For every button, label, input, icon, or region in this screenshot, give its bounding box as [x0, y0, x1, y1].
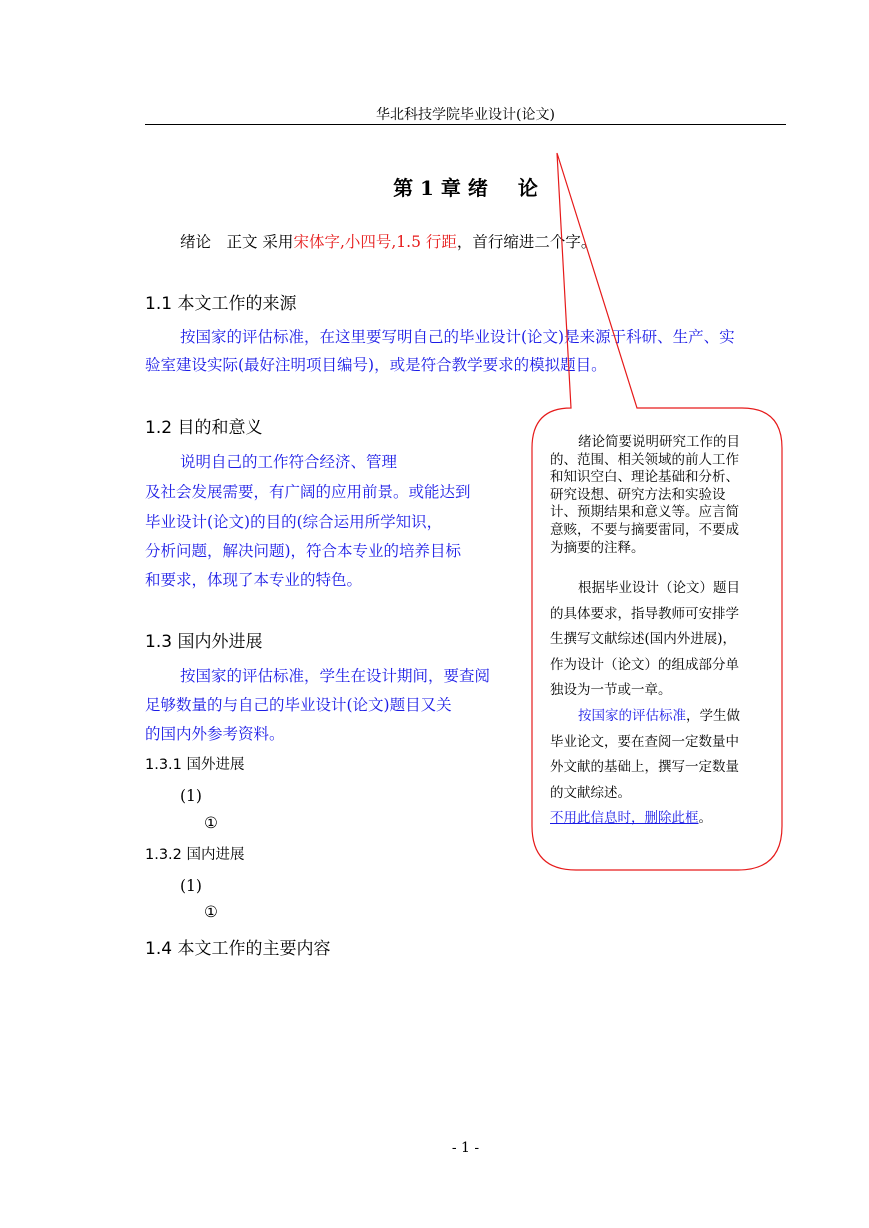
- callout-line: 作为设计（论文）的组成部分单: [550, 656, 739, 673]
- s12-line-4: 分析问题，解决问题)，符合本专业的培养目标: [145, 542, 462, 560]
- s12-line-1: 说明自己的工作符合经济、管理: [180, 453, 398, 471]
- chapter-label-end: 论: [517, 176, 538, 200]
- delete-note-tail: 。: [698, 810, 712, 826]
- intro-lead: 绪论 正文 采用: [180, 233, 294, 251]
- callout-line: 计、预期结果和意义等。应言简: [550, 504, 739, 521]
- subsection-heading-1-3-2: 1.3.2 国内进展: [145, 847, 245, 863]
- list-item-number: (1): [180, 787, 202, 805]
- callout-delete-note: [550, 806, 712, 826]
- section-heading-1-2: 1.2 目的和意义: [145, 418, 263, 438]
- callout-line: 绪论简要说明研究工作的目: [578, 434, 740, 450]
- callout-line: [550, 704, 740, 730]
- list-subitem-number: ①: [204, 814, 218, 832]
- section-heading-1-1: 1.1 本文工作的来源: [145, 294, 297, 314]
- callout-paragraph-3: [550, 704, 740, 806]
- callout-paragraph-2: [550, 576, 740, 704]
- callout-line: 外文献的基础上，撰写一定数量: [550, 759, 739, 775]
- section-heading-1-4: 1.4 本文工作的主要内容: [145, 939, 331, 959]
- callout-line: 和知识空白、理论基础和分析、: [550, 469, 739, 486]
- callout-line: 生撰写文献综述(国内外进展)，: [550, 631, 737, 647]
- intro-format-spec: 宋体字,小四号,1.5 行距: [293, 233, 457, 251]
- delete-box-link[interactable]: 不用此信息时，删除此框: [550, 810, 699, 826]
- callout-line: 意赅，不要与摘要雷同，不要成: [550, 521, 739, 538]
- s11-line-2: 验室建设实际(最好注明项目编号)，或是符合教学要求的模拟题目。: [145, 356, 607, 374]
- callout-line: 的文献综述。: [550, 784, 631, 801]
- callout-blue-phrase: 按国家的评估标准: [578, 708, 686, 724]
- s13-line-3: 的国内外参考资料。: [145, 725, 285, 743]
- list-item-number: (1): [180, 877, 202, 895]
- callout-line: 独设为一节或一章。: [550, 682, 672, 698]
- s12-line-5: 和要求，体现了本专业的特色。: [145, 571, 363, 589]
- callout-line: 研究设想、研究方法和实验设: [550, 486, 726, 503]
- section-heading-1-3: 1.3 国内外进展: [145, 632, 263, 652]
- page-header-title: 华北科技学院毕业设计(论文): [376, 107, 555, 123]
- callout-paragraph-1: [550, 434, 740, 557]
- callout-phrase-rest: ，学生做: [686, 708, 740, 724]
- chapter-label: 第 1 章 绪: [393, 176, 488, 200]
- s13-line-2: 足够数量的与自己的毕业设计(论文)题目又关: [145, 696, 452, 714]
- callout-line: 的具体要求，指导教师可安排学: [550, 605, 739, 622]
- intro-tail: ，首行缩进二个字。: [456, 233, 597, 251]
- callout-line: 根据毕业设计（论文）题目: [578, 580, 740, 596]
- s12-line-3: 毕业设计(论文)的目的(综合运用所学知识，: [145, 513, 443, 531]
- list-subitem-number: ①: [204, 903, 218, 921]
- s11-line-1: 按国家的评估标准，在这里要写明自己的毕业设计(论文)是来源于科研、生产、实: [180, 328, 735, 346]
- s13-line-1: 按国家的评估标准，学生在设计期间，要查阅: [180, 667, 491, 685]
- page-number: - 1 -: [451, 1140, 480, 1156]
- callout-line: 毕业论文，要在查阅一定数量中: [550, 733, 739, 750]
- callout-line: 为摘要的注释。: [550, 539, 645, 556]
- subsection-heading-1-3-1: 1.3.1 国外进展: [145, 757, 245, 773]
- callout-line: 的、范围、相关领域的前人工作: [550, 451, 739, 468]
- s12-line-2: 及社会发展需要，有广阔的应用前景。或能达到: [145, 483, 471, 501]
